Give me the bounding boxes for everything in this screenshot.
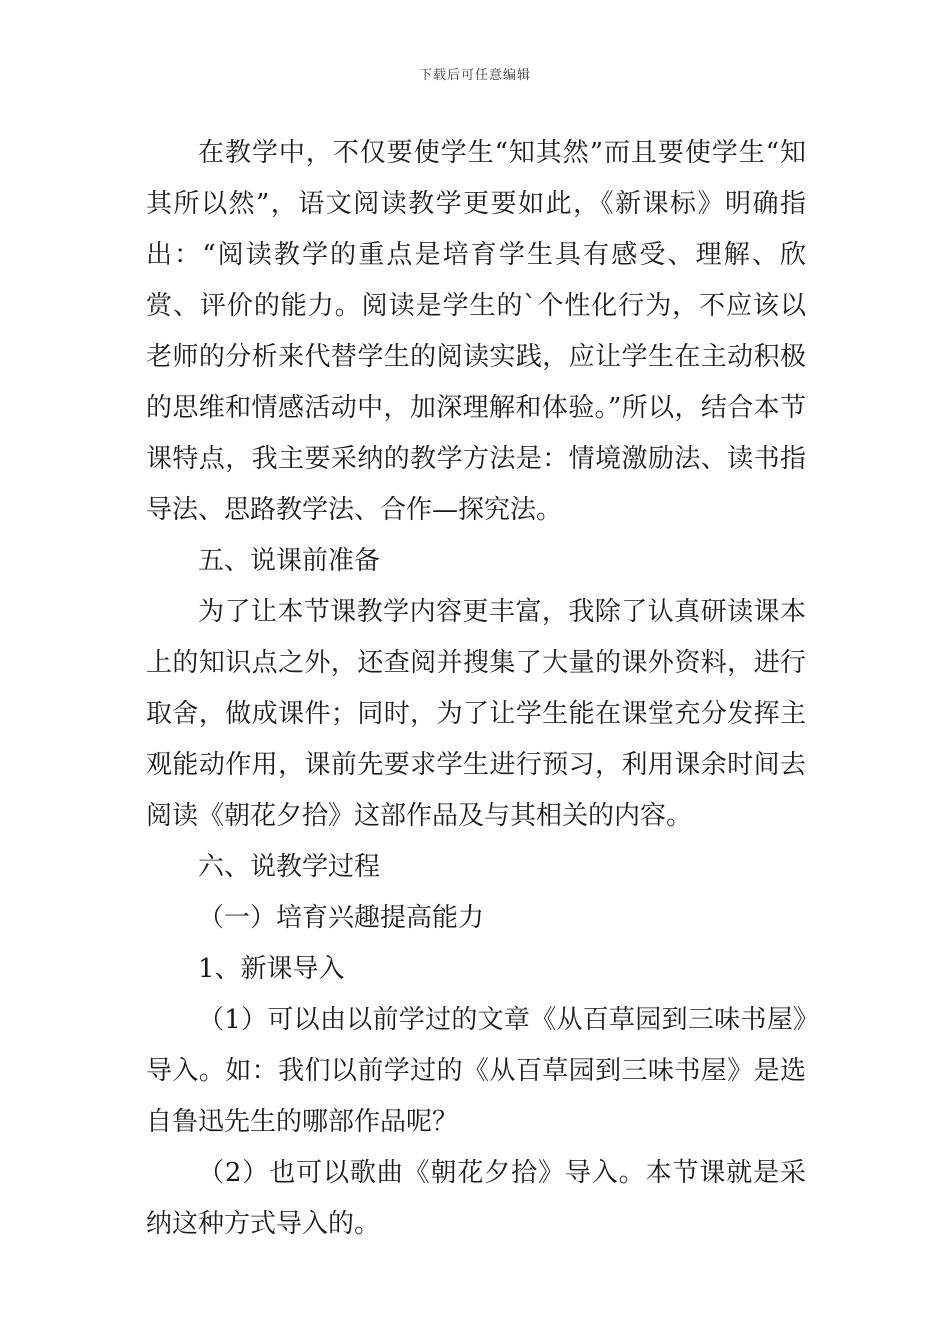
item-heading-lesson-intro: 1、新课导入 — [198, 954, 345, 984]
paragraph-preparation: 为了让本节课教学内容更丰富，我除了认真研读课本上的知识点之外，还查阅并搜集了大量的课外资料，进行取舍，做成课件；同时，为了让学生能在课堂充分发挥主观能动作用，课前先要求学生进行预习，利用课余时间去阅读《朝花夕拾》这部作品及与其相关的内容。 — [146, 597, 806, 831]
section-heading-preparation: 五、说课前准备 — [198, 546, 381, 576]
paragraph-teaching-methods: 在教学中，不仅要使学生“知其然”而且要使学生“知其所以然”，语文阅读教学更要如此，《新课标》明确指出：“阅读教学的重点是培育学生具有感受、理解、欣赏、评价的能力。阅读是学生的`个性化行为，不应该以老师的分析来代替学生的阅读实践，应让学生在主动积极的思维和情感活动中，加深理解和体验。”所以，结合本节课特点，我主要采纳的教学方法是：情境激励法、读书指导法、思路教学法、合作—探究法。 — [146, 138, 806, 525]
paragraph-intro-option-2: （2）也可以歌曲《朝花夕拾》导入。本节课就是采纳这种方式导入的。 — [146, 1158, 806, 1239]
subsection-heading-interest: （一）培育兴趣提高能力 — [198, 903, 485, 933]
document-body — [146, 128, 806, 1250]
paragraph-intro-option-1: （1）可以由以前学过的文章《从百草园到三味书屋》导入。如：我们以前学过的《从百草园到三味书屋》是选自鲁迅先生的哪部作品呢？ — [146, 1005, 806, 1137]
section-heading-teaching-process: 六、说教学过程 — [198, 852, 381, 882]
page-header: 下载后可任意编辑 — [418, 68, 531, 83]
